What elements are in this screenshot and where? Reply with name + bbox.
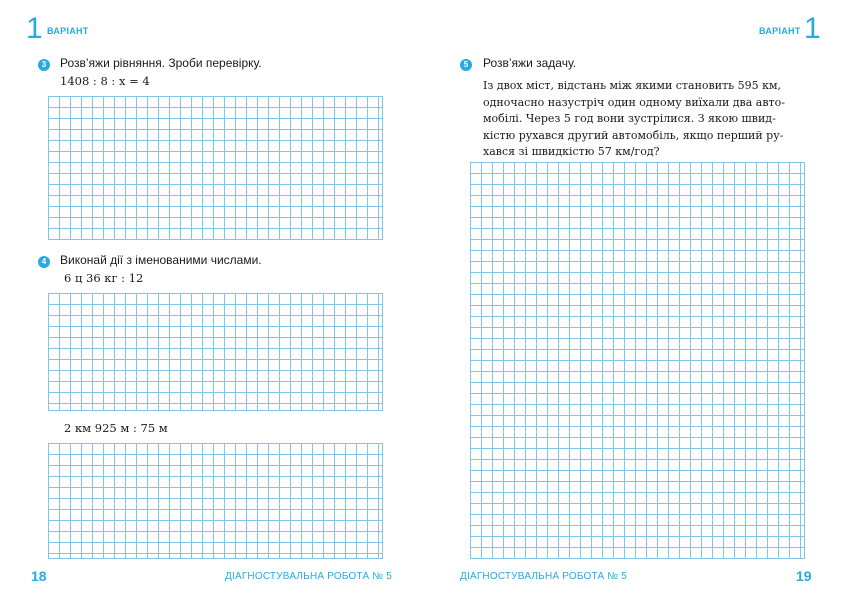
task-5-title: Розв’яжи задачу. bbox=[483, 56, 577, 70]
variant-label-left: ВАРІАНТ bbox=[47, 26, 89, 36]
variant-label-right: ВАРІАНТ bbox=[759, 26, 801, 36]
task-4-title: Виконай дії з іменованими числами. bbox=[60, 253, 262, 267]
answer-grid-task-3[interactable] bbox=[48, 96, 383, 240]
task-5-problem-text bbox=[483, 78, 809, 161]
task-4-expression-1: 6 ц 36 кг : 12 bbox=[64, 271, 144, 285]
page-number-right: 19 bbox=[796, 568, 812, 584]
page-number-left: 18 bbox=[31, 568, 47, 584]
task-3-badge: 3 bbox=[38, 59, 50, 71]
task-4-badge: 4 bbox=[38, 256, 50, 268]
task-3-title: Розв’яжи рівняння. Зроби перевірку. bbox=[60, 56, 262, 70]
variant-number-left: 1 bbox=[26, 12, 43, 45]
footer-title-left: ДІАГНОСТУВАЛЬНА РОБОТА № 5 bbox=[225, 571, 392, 582]
answer-grid-task-4a[interactable] bbox=[48, 293, 383, 411]
problem-line: хався зі швидкістю 57 км/год? bbox=[483, 145, 660, 158]
footer-title-right: ДІАГНОСТУВАЛЬНА РОБОТА № 5 bbox=[460, 571, 627, 582]
problem-line: Із двох міст, відстань між якими становить 595 км, bbox=[483, 79, 782, 92]
answer-grid-task-4b[interactable] bbox=[48, 443, 383, 559]
problem-line: одночасно назустріч один одному виїхали два авто- bbox=[483, 95, 785, 109]
task-5-badge: 5 bbox=[460, 59, 472, 71]
problem-line: мобілі. Через 5 год вони зустрілися. З якою швид- bbox=[483, 112, 776, 125]
task-4-expression-2: 2 км 925 м : 75 м bbox=[64, 421, 168, 435]
answer-grid-task-5[interactable] bbox=[470, 162, 805, 559]
variant-number-right: 1 bbox=[804, 12, 821, 45]
problem-line: кістю рухався другий автомобіль, якщо перший ру- bbox=[483, 128, 784, 142]
task-3-equation: 1408 : 8 : x = 4 bbox=[60, 74, 150, 88]
